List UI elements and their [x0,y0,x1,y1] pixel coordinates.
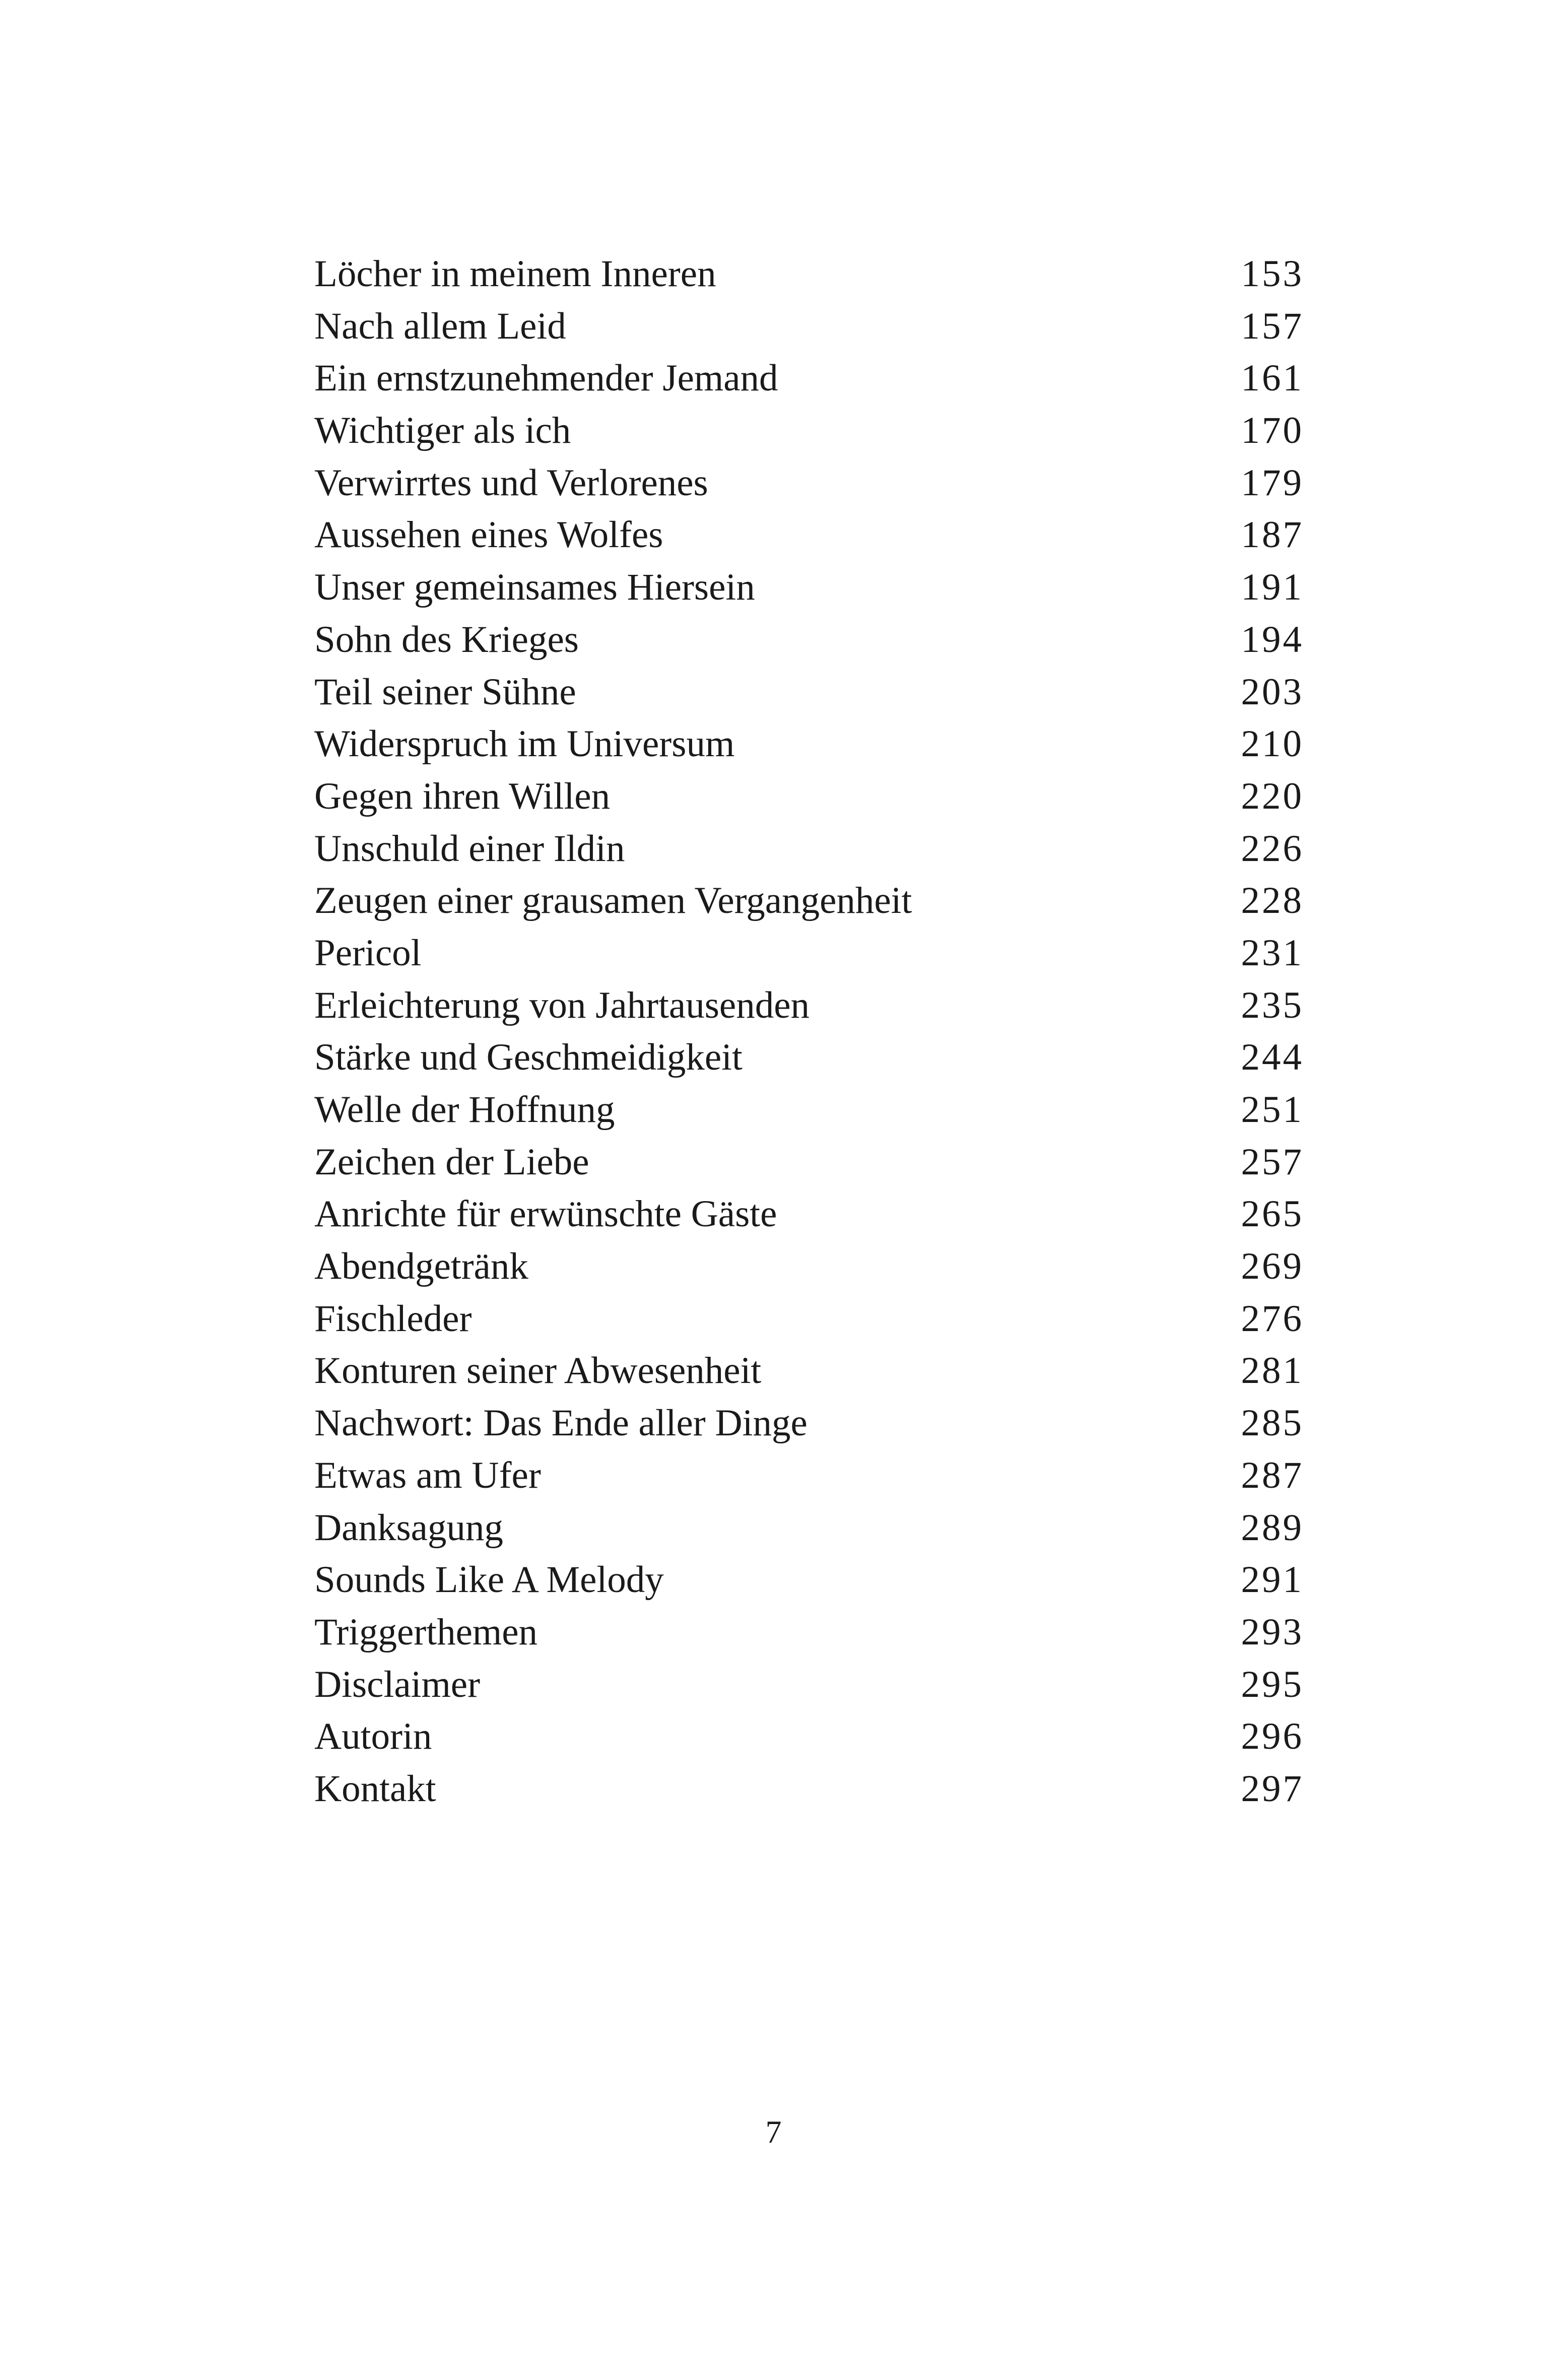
toc-entry [314,718,1304,770]
toc-entry [314,875,1304,927]
toc-entry-page: 296 [1241,1715,1304,1758]
toc-entry-title: Fischleder [314,1297,472,1340]
toc-entry [314,927,1304,979]
toc-entry [314,300,1304,353]
toc-entry-title: Unser gemeinsames Hiersein [314,566,755,609]
toc-entry-title: Teil seiner Sühne [314,671,576,713]
toc-entry-title: Ein ernstzunehmender Jemand [314,357,778,400]
toc-entry-title: Erleichterung von Jahrtausenden [314,984,810,1026]
toc-entry-page: 257 [1241,1141,1304,1183]
toc-entry-page: 210 [1241,723,1304,765]
toc-entry-title: Autorin [314,1715,432,1758]
toc-entry-page: 228 [1241,880,1304,922]
toc-entry-title: Welle der Hoffnung [314,1089,615,1131]
toc-entry-title: Nachwort: Das Ende aller Dinge [314,1402,808,1444]
toc-entry-page: 220 [1241,775,1304,817]
toc-entry [314,1710,1304,1763]
toc-entry-page: 269 [1241,1245,1304,1288]
toc-entry-title: Etwas am Ufer [314,1454,541,1496]
toc-entry [314,979,1304,1032]
toc-entry-page: 251 [1241,1089,1304,1131]
toc-entry-page: 235 [1241,984,1304,1026]
toc-entry [314,1606,1304,1659]
toc-entry-page: 194 [1241,618,1304,660]
toc-entry-page: 161 [1241,357,1304,400]
toc-entry-title: Sohn des Krieges [314,618,579,660]
toc-entry-page: 157 [1241,305,1304,347]
toc-entry [314,561,1304,614]
toc-entry-title: Pericol [314,932,422,974]
toc-entry-page: 265 [1241,1193,1304,1235]
toc-entry-page: 203 [1241,671,1304,713]
toc-entry-page: 153 [1241,253,1304,295]
toc-entry-title: Triggerthemen [314,1611,538,1653]
toc-entry [314,1031,1304,1084]
toc-entry [314,1659,1304,1711]
toc-entry-page: 231 [1241,932,1304,974]
toc-entry [314,248,1304,300]
toc-entry [314,1449,1304,1502]
toc-entry [314,352,1304,405]
toc-entry-title: Anrichte für erwünschte Gäste [314,1193,777,1235]
toc-entry-title: Sounds Like A Melody [314,1559,664,1601]
toc-entry [314,666,1304,718]
toc-entry-title: Stärke und Geschmeidigkeit [314,1036,743,1079]
toc-entry-title: Aussehen eines Wolfes [314,514,663,556]
toc-entry [314,823,1304,875]
toc-entry [314,1084,1304,1136]
toc-entry-page: 226 [1241,827,1304,870]
toc-entry-page: 187 [1241,514,1304,556]
toc-entry [314,457,1304,509]
toc-entry-title: Widerspruch im Universum [314,723,735,765]
toc-entry-page: 276 [1241,1297,1304,1340]
toc-entry [314,614,1304,666]
toc-entry-page: 293 [1241,1611,1304,1653]
toc-entry-page: 244 [1241,1036,1304,1079]
toc-entry-title: Gegen ihren Willen [314,775,611,817]
toc-entry-page: 179 [1241,461,1304,504]
toc-entry [314,1136,1304,1188]
toc-entry-title: Disclaimer [314,1663,481,1705]
page-number: 7 [765,2114,782,2150]
toc-entry-title: Wichtiger als ich [314,410,571,452]
toc-entry-title: Danksagung [314,1506,503,1549]
toc-entry [314,1240,1304,1293]
toc-entry [314,1397,1304,1449]
toc-entry [314,1502,1304,1554]
toc-entry-title: Löcher in meinem Inneren [314,253,716,295]
toc-entry-title: Verwirrtes und Verlorenes [314,461,708,504]
toc-entry [314,1554,1304,1606]
toc-entry-title: Kontakt [314,1767,436,1810]
toc-entry-page: 170 [1241,410,1304,452]
toc-entry-page: 281 [1241,1350,1304,1392]
toc-entry-page: 285 [1241,1402,1304,1444]
toc-entry-page: 291 [1241,1559,1304,1601]
toc-entry-title: Zeugen einer grausamen Vergangenheit [314,880,912,922]
toc-entry [314,509,1304,561]
toc-entry-page: 297 [1241,1767,1304,1810]
toc-entry-page: 289 [1241,1506,1304,1549]
toc-entry-title: Nach allem Leid [314,305,566,347]
toc-entry-title: Unschuld einer Ildin [314,827,625,870]
toc-entry-title: Konturen seiner Abwesenheit [314,1350,762,1392]
toc-entry-title: Abendgetränk [314,1245,528,1288]
toc-entry [314,1763,1304,1815]
toc-entry [314,1293,1304,1345]
toc-entry-page: 295 [1241,1663,1304,1705]
toc-entry-title: Zeichen der Liebe [314,1141,589,1183]
toc-entry-page: 191 [1241,566,1304,609]
table-of-contents [314,248,1304,1815]
toc-entry [314,1345,1304,1397]
toc-entry [314,770,1304,823]
toc-entry [314,405,1304,457]
toc-entry-page: 287 [1241,1454,1304,1496]
toc-entry [314,1188,1304,1240]
